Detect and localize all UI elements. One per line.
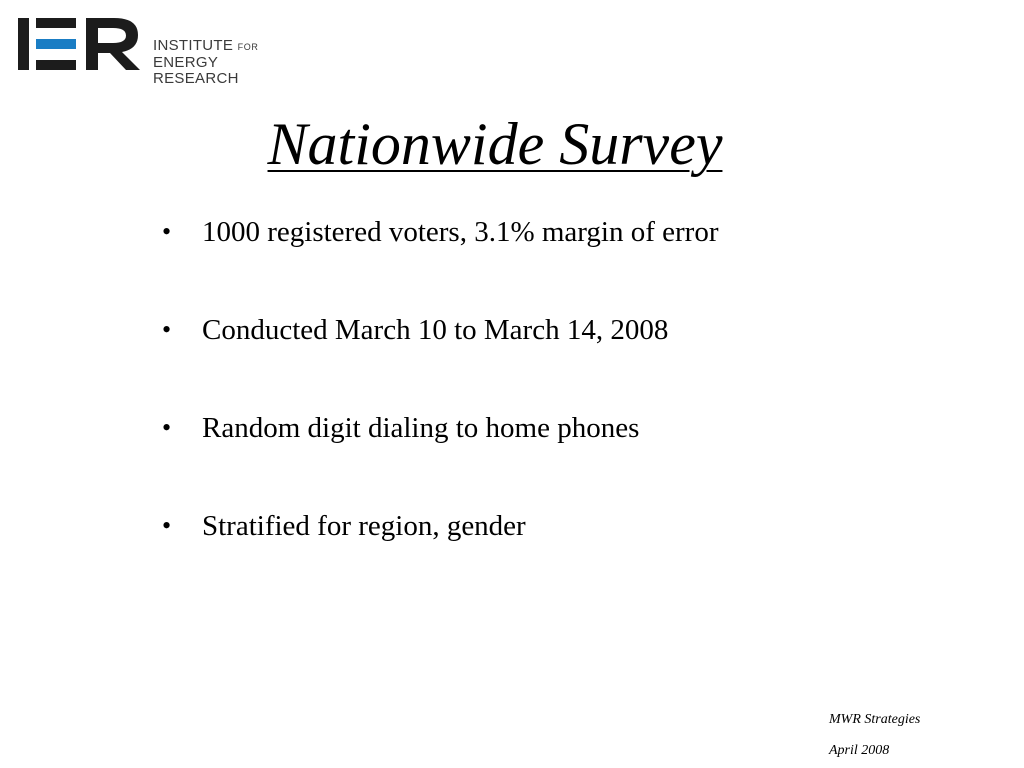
slide-title: Nationwide Survey <box>267 111 723 177</box>
logo-wordmark <box>153 38 306 87</box>
bullet-marker: • <box>162 511 172 540</box>
bullet-text: Conducted March 10 to March 14, 2008 <box>202 314 669 346</box>
slide-footer <box>829 704 920 766</box>
footer-date: April 2008 <box>829 743 890 758</box>
logo-line-2: ENERGY RESEARCH <box>153 54 239 87</box>
ier-logo <box>16 16 306 87</box>
bullet-text: Random digit dialing to home phones <box>202 412 640 444</box>
logo-line-1 <box>153 38 306 55</box>
ier-logo-mark <box>16 16 146 72</box>
bullet-marker: • <box>162 413 172 442</box>
footer-organization: MWR Strategies <box>829 712 921 727</box>
bullet-marker: • <box>162 315 172 344</box>
logo-line1-main: INSTITUTE <box>153 37 234 54</box>
bullet-text: 1000 registered voters, 3.1% margin of error <box>202 216 719 248</box>
logo-line1-small: FOR <box>237 42 259 52</box>
bullet-marker: • <box>162 217 172 246</box>
bullet-text: Stratified for region, gender <box>202 510 526 542</box>
